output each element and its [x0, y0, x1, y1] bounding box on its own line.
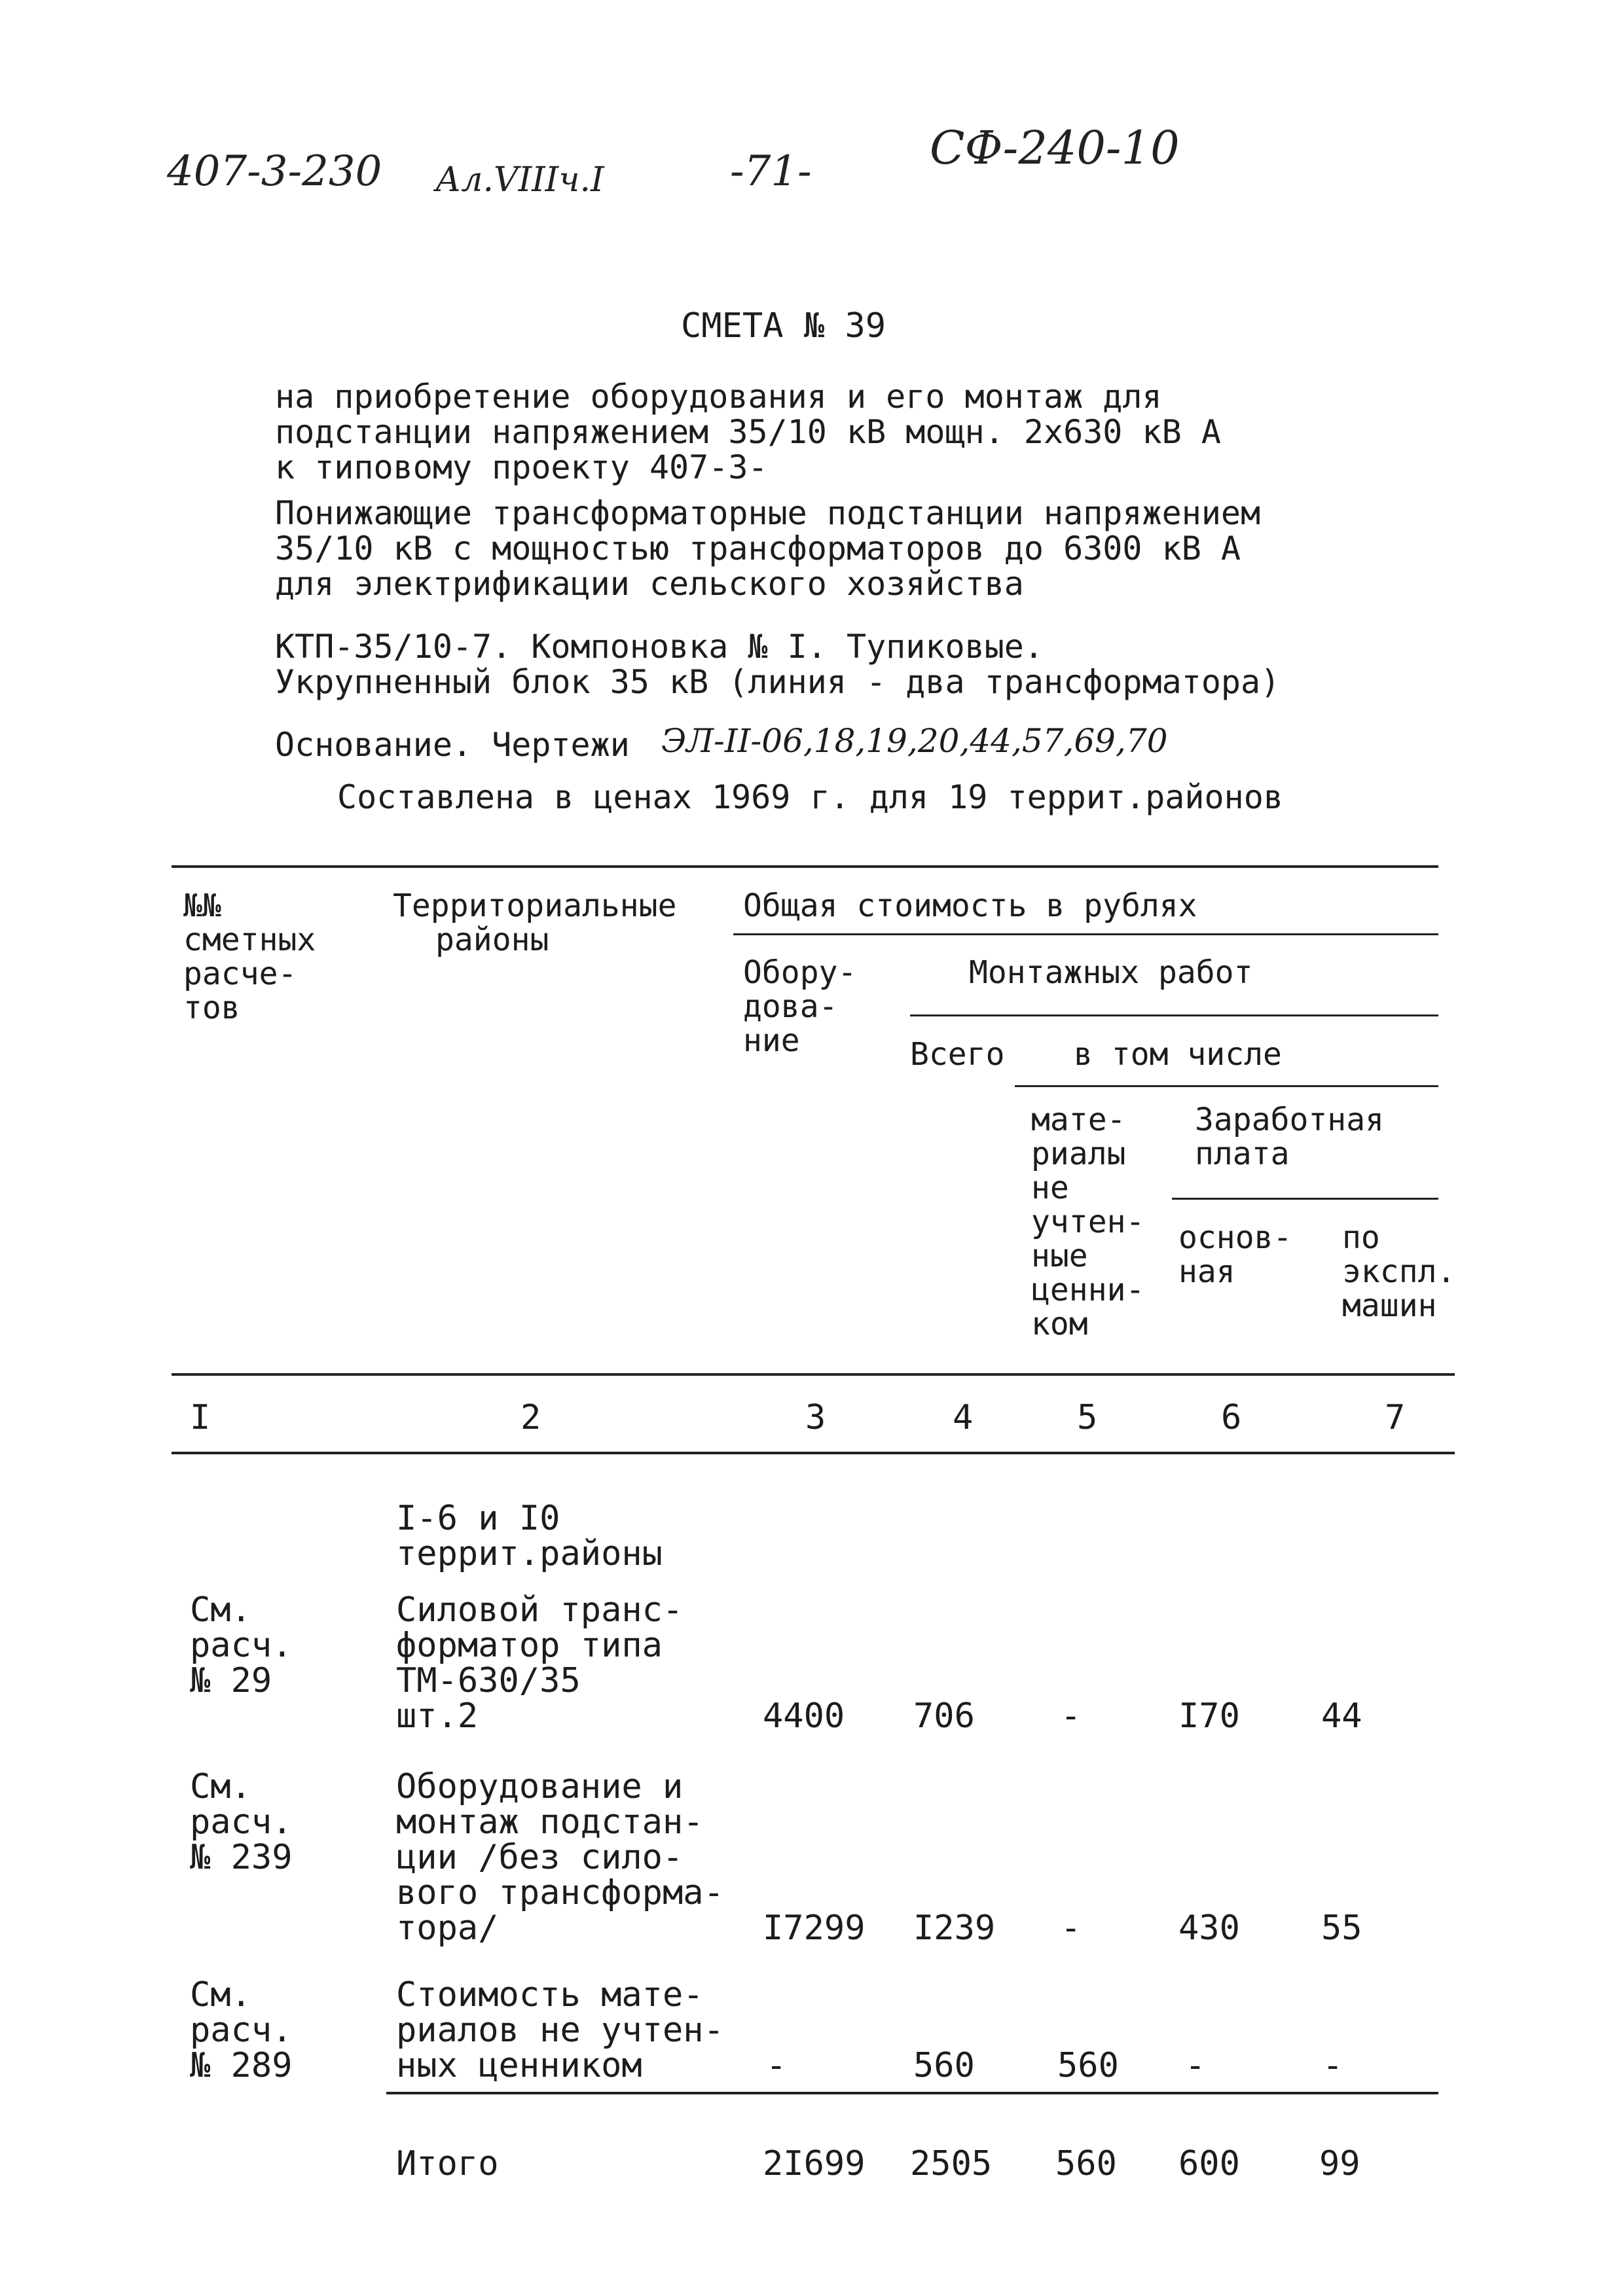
cell-equipment: I7299 [763, 1909, 866, 1948]
page-title: СМЕТА № 39 [681, 306, 886, 346]
cell-materials: - [1061, 1696, 1082, 1736]
row-ref: № 289 [190, 2046, 293, 2085]
row-ref: № 29 [190, 1661, 272, 1700]
row-name: шт.2 [396, 1696, 479, 1736]
cell-equipment: - [766, 2046, 787, 2085]
header-bottom-rule [172, 1373, 1455, 1376]
header-basic-line: основ- [1178, 1219, 1292, 1256]
album-number: Ал.VIIIч.I [435, 160, 604, 200]
row-ref: расч. [190, 1803, 293, 1842]
row-ref: См. [190, 1590, 251, 1630]
header-materials-line: риалы [1031, 1136, 1126, 1172]
column-number: 6 [1221, 1398, 1242, 1437]
sheet-code: СФ-240-10 [930, 121, 1180, 175]
page-number: -71- [730, 147, 812, 196]
header-materials-line: ценни- [1031, 1272, 1145, 1308]
group-heading: I-6 и I0 [396, 1499, 560, 1538]
cell-machines: 44 [1321, 1696, 1362, 1736]
row-name: вого трансформа- [396, 1873, 724, 1912]
row-name: риалов не учтен- [396, 2011, 724, 2050]
row-name: ции /без сило- [396, 1838, 684, 1877]
description-line: на приобретение оборудования и его монтаж для [275, 378, 1162, 416]
header-ref-line: сметных [183, 922, 316, 958]
header-wages-line: плата [1195, 1136, 1290, 1172]
header-ref-line: №№ [183, 888, 221, 924]
row-ref: расч. [190, 2011, 293, 2050]
totals-basic: 600 [1178, 2144, 1240, 2183]
group-heading: террит.районы [396, 1534, 663, 1573]
header-region-line: Территориальные [393, 888, 677, 924]
cell-basic: 430 [1178, 1909, 1240, 1948]
description-line: КТП-35/10-7. Компоновка № I. Тупиковые. [275, 628, 1044, 666]
row-name: Оборудование и [396, 1767, 684, 1806]
cell-basic: I70 [1178, 1696, 1240, 1736]
basis-drawings: ЭЛ-II-06,18,19,20,44,57,69,70 [661, 722, 1168, 760]
project-code: 407-3-230 [167, 147, 382, 196]
header-materials-line: ком [1031, 1306, 1088, 1342]
description-line: Понижающие трансформаторные подстанции напряжением [275, 494, 1261, 532]
cell-total: 706 [913, 1696, 975, 1736]
header-materials-line: мате- [1031, 1102, 1126, 1138]
totals-equipment: 2I699 [763, 2144, 866, 2183]
totals-rule [386, 2092, 1438, 2094]
row-name: монтаж подстан- [396, 1803, 704, 1842]
row-name: Силовой транс- [396, 1590, 684, 1630]
totals-label: Итого [396, 2144, 499, 2183]
cell-machines: - [1322, 2046, 1343, 2085]
column-numbers-rule [172, 1452, 1455, 1454]
description-line: Укрупненный блок 35 кВ (линия - два трансформатора) [275, 663, 1281, 701]
header-equipment-line: Обору- [743, 954, 857, 991]
description-line: к типовому проекту 407-3- [275, 448, 768, 486]
header-including: в том числе [1074, 1036, 1282, 1073]
totals-total: 2505 [910, 2144, 993, 2183]
cell-materials: 560 [1057, 2046, 1119, 2085]
cell-equipment: 4400 [763, 1696, 845, 1736]
header-ref-line: тов [183, 990, 240, 1026]
header-materials-line: учтен- [1031, 1204, 1145, 1240]
row-ref: См. [190, 1767, 251, 1806]
row-name: Стоимость мате- [396, 1975, 704, 2015]
row-name: форматор типа [396, 1626, 663, 1665]
header-ref-line: расче- [183, 956, 297, 992]
header-installation: Монтажных работ [969, 954, 1253, 991]
column-number: 4 [953, 1398, 974, 1437]
row-name: ТМ-630/35 [396, 1661, 581, 1700]
header-machines-line: машин [1342, 1287, 1437, 1324]
header-total-cost: Общая стоимость в рублях [743, 888, 1197, 924]
column-number: 7 [1385, 1398, 1406, 1437]
totals-machines: 99 [1319, 2144, 1360, 2183]
totals-materials: 560 [1055, 2144, 1117, 2183]
row-name: тора/ [396, 1909, 499, 1948]
header-machines-line: по [1342, 1219, 1380, 1256]
header-region-line: районы [435, 922, 549, 958]
cell-materials: - [1061, 1909, 1082, 1948]
column-number: 3 [805, 1398, 826, 1437]
header-total: Всего [910, 1036, 1005, 1073]
cell-total: I239 [913, 1909, 996, 1948]
row-name: ных ценником [396, 2046, 642, 2085]
column-number: I [190, 1398, 211, 1437]
header-rule [1172, 1198, 1438, 1200]
header-machines-line: экспл. [1342, 1253, 1456, 1290]
description-line: 35/10 кВ с мощностью трансформаторов до 6300 кВ А [275, 529, 1241, 567]
description-line: подстанции напряжением 35/10 кВ мощн. 2х630 кВ А [275, 413, 1221, 451]
header-rule [1015, 1085, 1438, 1087]
header-equipment-line: дова- [743, 988, 838, 1025]
header-wages-line: Заработная [1195, 1102, 1384, 1138]
description-line: для электрификации сельского хозяйства [275, 565, 1024, 603]
header-basic-line: ная [1178, 1253, 1235, 1290]
cell-total: 560 [913, 2046, 975, 2085]
cell-machines: 55 [1321, 1909, 1362, 1948]
row-ref: № 239 [190, 1838, 293, 1877]
basis-label: Основание. Чертежи [275, 726, 630, 764]
header-materials-line: не [1031, 1170, 1069, 1206]
header-equipment-line: ние [743, 1022, 800, 1059]
header-materials-line: ные [1031, 1238, 1088, 1274]
column-number: 2 [520, 1398, 541, 1437]
row-ref: расч. [190, 1626, 293, 1665]
row-ref: См. [190, 1975, 251, 2015]
header-rule [910, 1014, 1438, 1016]
prices-line: Составлена в ценах 1969 г. для 19 террит.районов [337, 778, 1283, 816]
table-top-rule [172, 865, 1438, 868]
cell-basic: - [1185, 2046, 1206, 2085]
column-number: 5 [1077, 1398, 1098, 1437]
header-rule [733, 933, 1438, 935]
